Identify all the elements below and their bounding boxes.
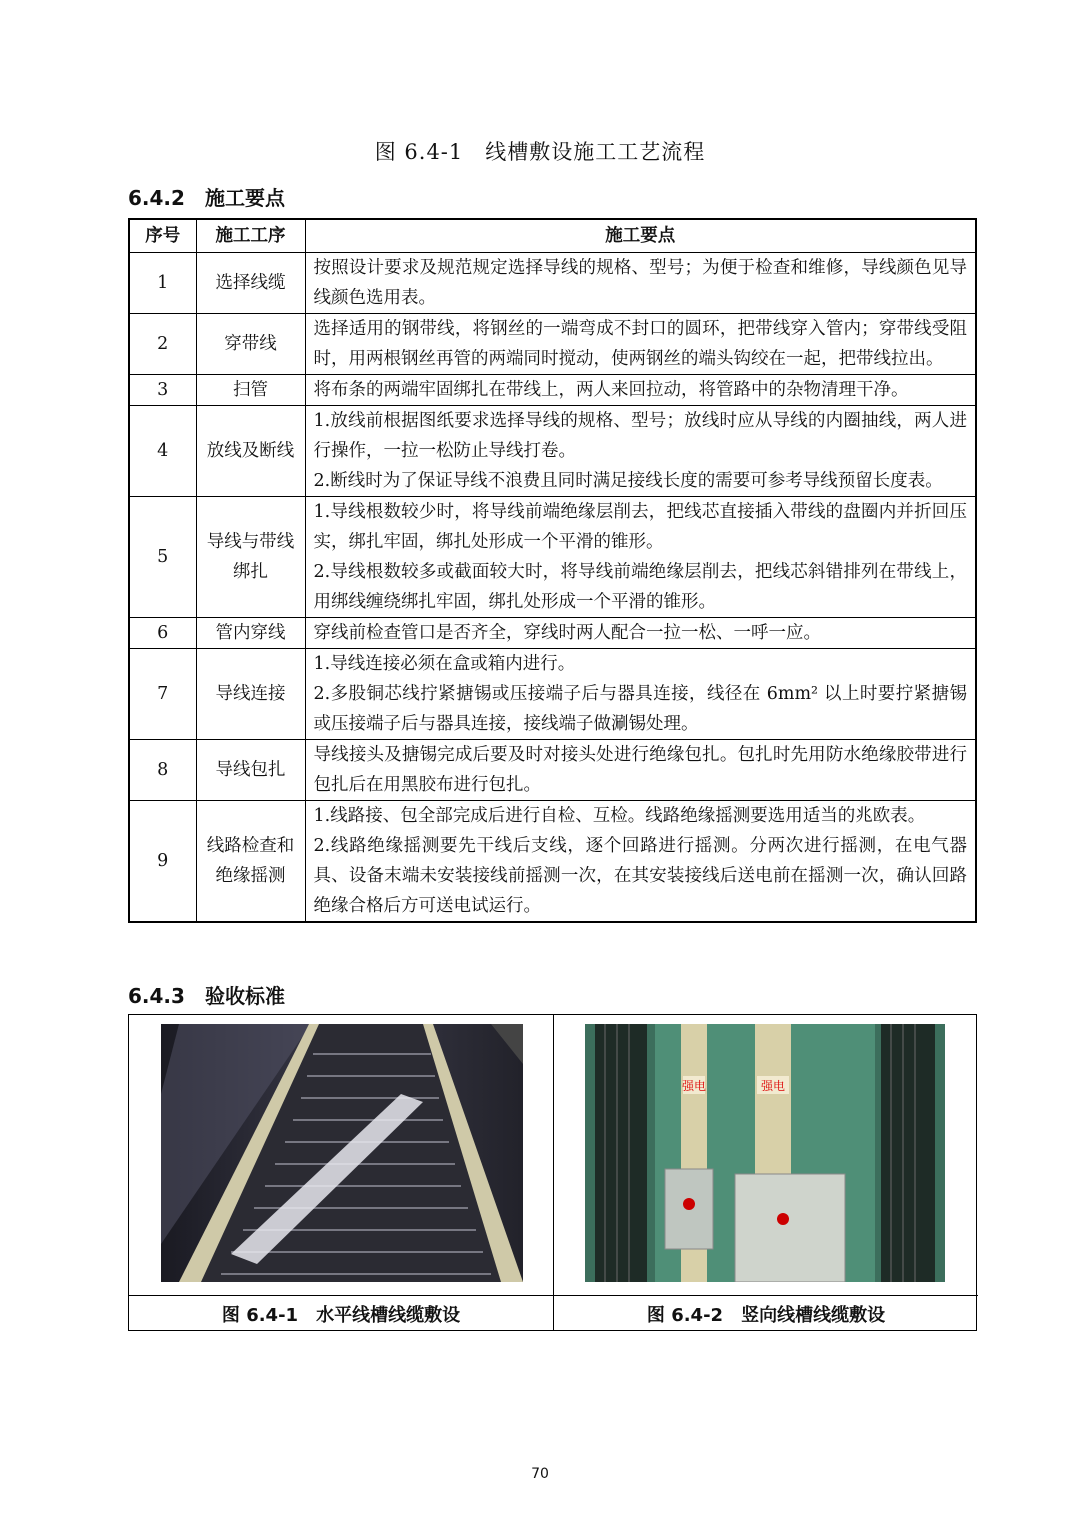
row-number: 4 — [129, 406, 196, 497]
row-points — [305, 649, 976, 740]
point-text: 导线接头及搪锡完成后要及时对接头处进行绝缘包扎。包扎时先用防水绝缘胶带进行包扎后在用黑胶布进行包扎。 — [313, 745, 967, 795]
point-text: 2.多股铜芯线拧紧搪锡或压接端子后与器具连接，线径在 6mm² 以上时要拧紧搪锡或压接端子后与器具连接，接线端子做涮锡处理。 — [313, 684, 967, 734]
section-heading-acceptance: 6.4.3 验收标准 — [128, 984, 285, 1008]
row-number: 9 — [129, 801, 196, 923]
point-text: 按照设计要求及规范规定选择导线的规格、型号；为便于检查和维修，导线颜色见导线颜色选用表。 — [313, 258, 967, 308]
row-points — [305, 253, 976, 314]
row-step: 导线连接 — [196, 649, 305, 740]
point-text: 穿线前检查管口是否齐全，穿线时两人配合一拉一松、一呼一应。 — [313, 623, 821, 643]
photo-caption-horizontal: 图 6.4-1 水平线槽线缆敷设 — [129, 1295, 553, 1332]
figure-caption: 图 6.4-1 线槽敷设施工工艺流程 — [374, 140, 706, 164]
row-points — [305, 497, 976, 618]
row-step: 放线及断线 — [196, 406, 305, 497]
row-number: 6 — [129, 618, 196, 649]
table-row — [129, 649, 976, 740]
row-points — [305, 801, 976, 923]
point-text: 1.线路接、包全部完成后进行自检、互检。线路绝缘摇测要选用适当的兆欧表。 — [313, 806, 926, 826]
row-step: 导线包扎 — [196, 740, 305, 801]
point-text: 2.导线根数较多或截面较大时，将导线前端绝缘层削去，把线芯斜错排列在带线上，用绑线缠绕绑扎牢固，绑扎处形成一个平滑的锥形。 — [313, 562, 967, 612]
row-points — [305, 314, 976, 375]
section-heading-construction-points: 6.4.2 施工要点 — [128, 186, 285, 210]
row-number: 5 — [129, 497, 196, 618]
row-points — [305, 375, 976, 406]
point-text: 2.断线时为了保证导线不浪费且同时满足接线长度的需要可参考导线预留长度表。 — [313, 471, 943, 491]
sign-strong-current-1: 强电 — [681, 1079, 707, 1093]
row-step: 穿带线 — [196, 314, 305, 375]
row-points — [305, 618, 976, 649]
sign-strong-current-2: 强电 — [760, 1079, 786, 1093]
header-step: 施工工序 — [196, 219, 305, 253]
point-text: 2.线路绝缘摇测要先干线后支线，逐个回路进行摇测。分两次进行摇测，在电气器具、设备末端未安装接线前摇测一次，在其安装接线后送电前在摇测一次，确认回路绝缘合格后方可送电试运行。 — [313, 836, 967, 916]
table-row — [129, 801, 976, 923]
row-step: 线路检查和绝缘摇测 — [196, 801, 305, 923]
horizontal-tray-photo — [161, 1024, 523, 1282]
row-step: 管内穿线 — [196, 618, 305, 649]
point-text: 选择适用的钢带线，将钢丝的一端弯成不封口的圆环，把带线穿入管内；穿带线受阻时，用两根钢丝再管的两端同时搅动，使两钢丝的端头钩绞在一起，把带线拉出。 — [313, 319, 967, 369]
point-text: 将布条的两端牢固绑扎在带线上，两人来回拉动，将管路中的杂物清理干净。 — [313, 380, 909, 400]
table-row — [129, 375, 976, 406]
row-number: 7 — [129, 649, 196, 740]
point-text: 1.导线连接必须在盒或箱内进行。 — [313, 654, 576, 674]
row-points — [305, 740, 976, 801]
row-step: 扫管 — [196, 375, 305, 406]
photo-table — [128, 1014, 977, 1331]
table-row — [129, 618, 976, 649]
row-points — [305, 406, 976, 497]
header-points: 施工要点 — [305, 219, 976, 253]
header-no: 序号 — [129, 219, 196, 253]
row-number: 1 — [129, 253, 196, 314]
page-number: 70 — [531, 1466, 549, 1482]
photo-cell-vertical — [554, 1015, 978, 1295]
vertical-tray-photo — [585, 1024, 945, 1282]
table-row — [129, 253, 976, 314]
table-header-row — [129, 219, 976, 253]
row-step: 导线与带线绑扎 — [196, 497, 305, 618]
point-text: 1.导线根数较少时，将导线前端绝缘层削去，把线芯直接插入带线的盘圈内并折回压实，绑扎牢固，绑扎处形成一个平滑的锥形。 — [313, 502, 967, 552]
table-row — [129, 314, 976, 375]
construction-points-table — [128, 218, 977, 923]
row-number: 2 — [129, 314, 196, 375]
row-step: 选择线缆 — [196, 253, 305, 314]
row-number: 3 — [129, 375, 196, 406]
table-row — [129, 740, 976, 801]
photo-cell-horizontal — [129, 1015, 553, 1295]
point-text: 1.放线前根据图纸要求选择导线的规格、型号；放线时应从导线的内圈抽线，两人进行操作，一拉一松防止导线打卷。 — [313, 411, 967, 461]
table-row — [129, 497, 976, 618]
table-row — [129, 406, 976, 497]
photo-caption-vertical: 图 6.4-2 竖向线槽线缆敷设 — [554, 1295, 978, 1332]
row-number: 8 — [129, 740, 196, 801]
